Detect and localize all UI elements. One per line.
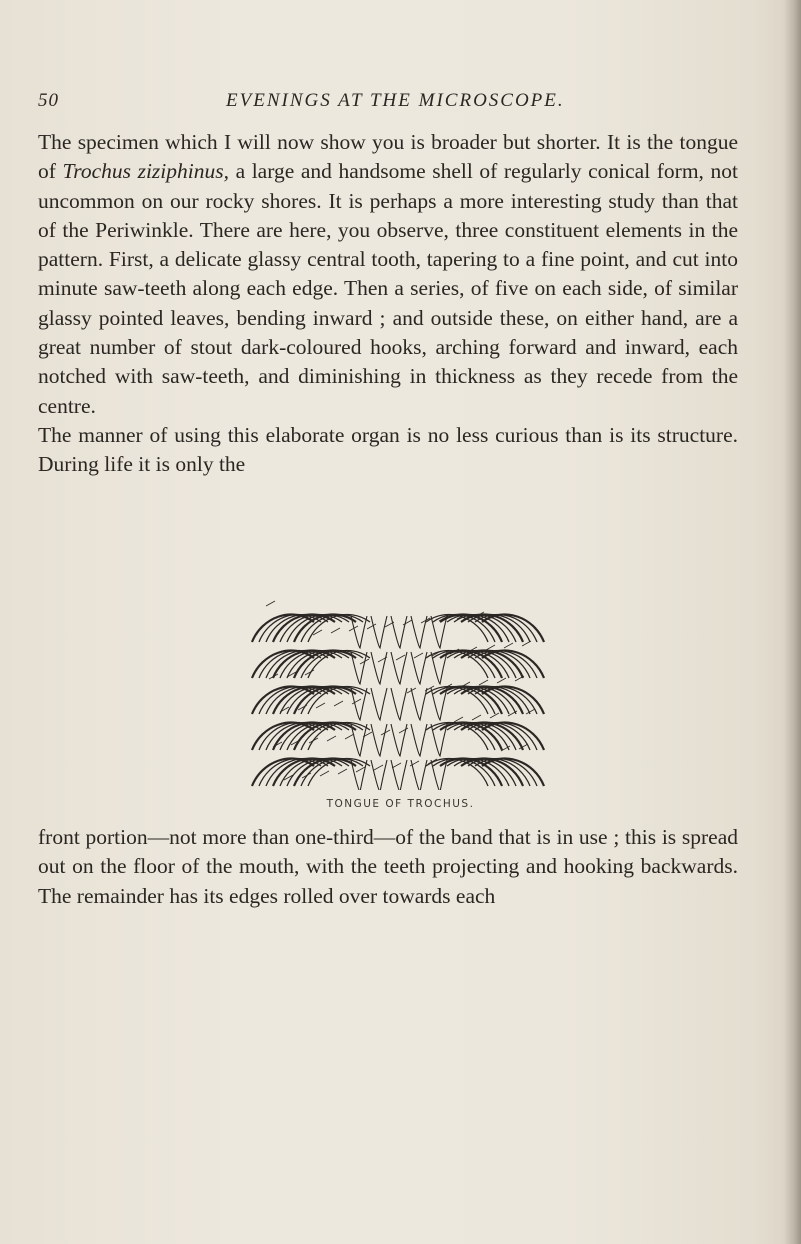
hatch-stroke: [479, 680, 488, 685]
central-leaf: [371, 652, 387, 684]
central-leaf: [411, 724, 427, 756]
trochus-tongue-illustration: [246, 598, 550, 790]
running-head: EVENINGS AT THE MICROSCOPE.: [226, 90, 565, 111]
paragraph-2: The manner of using this elaborate organ is no less curious than is its structure. During life it is only the: [38, 422, 738, 477]
hatch-stroke: [504, 643, 513, 648]
paragraph-1: [38, 128, 738, 421]
page-number: 50: [38, 90, 59, 111]
paragraph-1-start: The specimen which I will now show you is broader but shorter. It is the tongue of: [38, 130, 738, 184]
paragraph-3: front portion—not more than one-third—of the band that is in use ; this is spread out on the floor of the mouth, with the teeth projecting and hooking backwards. The remainder has its edges rolled over towards each: [38, 825, 738, 908]
hatch-stroke: [331, 628, 340, 633]
hatch-stroke: [316, 703, 325, 708]
page-header: [38, 90, 738, 120]
hatch-stroke: [497, 678, 506, 683]
central-leaf: [371, 688, 387, 720]
hatch-stroke: [396, 655, 405, 660]
central-leaf: [371, 724, 387, 756]
hatch-stroke: [327, 736, 336, 741]
central-leaf: [411, 652, 427, 684]
hatch-stroke: [515, 676, 524, 681]
central-leaf: [391, 688, 407, 720]
body-text-top: [38, 128, 738, 480]
central-leaf: [371, 760, 387, 790]
central-leaf: [371, 616, 387, 648]
tongue-engraving: [246, 598, 550, 790]
central-leaf: [391, 616, 407, 648]
central-leaf: [411, 688, 427, 720]
hatch-stroke: [472, 715, 481, 720]
hatch-stroke: [266, 601, 275, 606]
hatch-stroke: [403, 620, 412, 625]
paragraph-1-rest: a large and handsome shell of regularly conical form, not uncommon on our rocky shores. It is perhaps a more interesting study than that of the Periwinkle. There are here, you observe, three constituent elements in the pattern. First, a delicate glassy central tooth, tapering to a fine point, and cut into minute saw-teeth along each edge. Then a series, of five on each side, of similar glassy pointed leaves, bending inward ; and outside these, on either hand, are a great number of stout dark-coloured hooks, arching forward and inward, each notched with saw-teeth, and diminishing in thickness as they recede from the centre.: [38, 159, 738, 418]
hook-rows: [252, 601, 544, 790]
central-leaf: [431, 652, 447, 684]
hatch-stroke: [302, 773, 311, 778]
central-leaf: [431, 760, 447, 790]
hatch-stroke: [399, 728, 408, 733]
hatch-stroke: [356, 767, 365, 772]
hatch-stroke: [334, 701, 343, 706]
hatch-stroke: [367, 624, 376, 629]
figure-caption: TONGUE OF TROCHUS.: [326, 798, 475, 810]
hatch-stroke: [392, 763, 401, 768]
species-name: Trochus ziziphinus,: [62, 159, 229, 184]
hatch-stroke: [374, 765, 383, 770]
hatch-stroke: [486, 645, 495, 650]
central-leaf: [431, 688, 447, 720]
page-edge-shadow: [783, 0, 801, 1244]
hatch-stroke: [428, 759, 437, 764]
central-leaf: [391, 652, 407, 684]
hatch-stroke: [320, 771, 329, 776]
body-text-bottom: [38, 823, 738, 911]
central-leaf: [431, 724, 447, 756]
central-leaf: [391, 724, 407, 756]
hatch-stroke: [414, 653, 423, 658]
hatch-stroke: [345, 734, 354, 739]
hatch-stroke: [338, 769, 347, 774]
